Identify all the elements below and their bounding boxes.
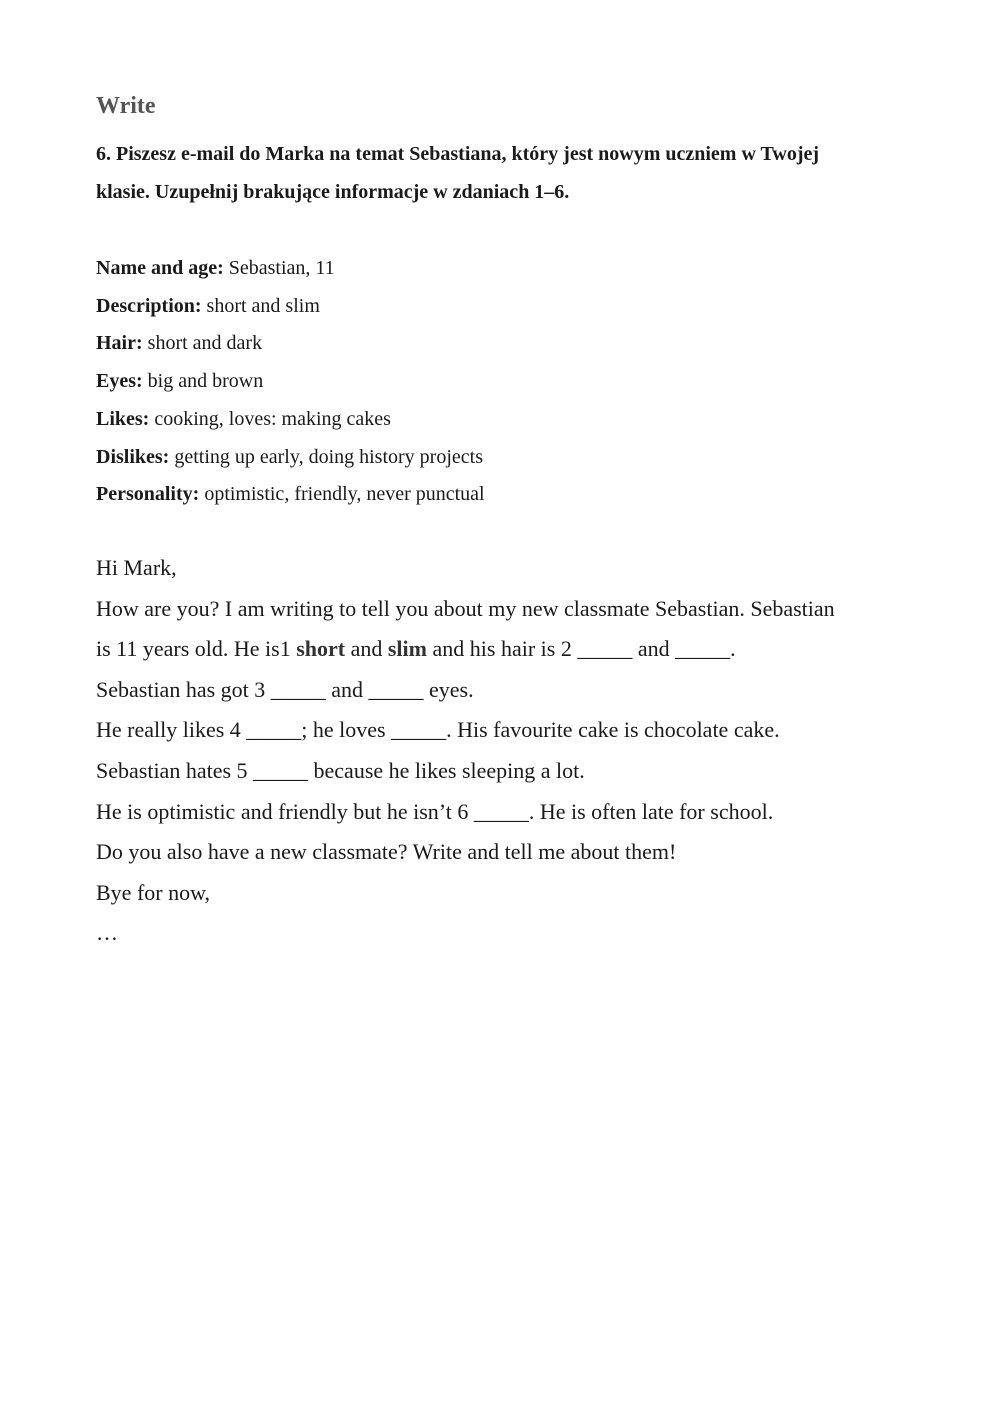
email-line-3: Sebastian has got 3 _____ and _____ eyes. <box>96 676 474 702</box>
fact-personality <box>96 476 485 514</box>
fact-eyes <box>96 363 485 401</box>
email-line-2 <box>96 629 835 670</box>
email-greeting: Hi Mark, <box>96 555 177 580</box>
email-signature: … <box>96 920 118 946</box>
email-line-1: How are you? I am writing to tell you about my new classmate Sebastian. Sebastian <box>96 595 835 621</box>
fact-likes <box>96 401 485 439</box>
email-line-2-part-d: and his hair is 2 _____ and _____. <box>427 636 736 662</box>
fact-value: getting up early, doing history projects <box>169 445 483 468</box>
email-line-2-part-a: is 11 years old. He is1 <box>96 636 297 662</box>
fact-value: short and dark <box>142 332 263 355</box>
fact-dislikes <box>96 439 485 477</box>
fact-value: optimistic, friendly, never punctual <box>199 483 485 506</box>
fact-value: cooking, loves: making cakes <box>149 407 391 430</box>
fact-label: Dislikes: <box>96 445 170 468</box>
fact-value: short and slim <box>201 294 320 317</box>
fact-label: Likes: <box>96 407 150 430</box>
fact-hair <box>96 325 485 363</box>
fact-label: Eyes: <box>96 370 143 393</box>
instruction-line-2: klasie. Uzupełnij brakujące informacje w zdaniach 1–6. <box>96 181 570 203</box>
email-line-5: Sebastian hates 5 _____ because he likes sleeping a lot. <box>96 757 585 783</box>
email-line-6: He is optimistic and friendly but he isn’t 6 _____. He is often late for school. <box>96 798 774 824</box>
fact-description <box>96 288 485 326</box>
email-text <box>96 548 835 954</box>
email-closing: Bye for now, <box>96 879 211 905</box>
email-answer-short: short <box>296 636 346 662</box>
email-answer-slim: slim <box>387 636 427 662</box>
fact-label: Description: <box>96 294 202 317</box>
instruction-line-1: 6. Piszesz e-mail do Marka na temat Sebastiana, który jest nowym uczniem w Twojej <box>96 143 820 165</box>
fact-label: Hair: <box>96 332 143 355</box>
fact-name-age <box>96 250 485 288</box>
fact-label: Personality: <box>96 483 200 506</box>
email-line-4: He really likes 4 _____; he loves _____. His favourite cake is chocolate cake. <box>96 717 780 743</box>
email-line-2-part-c: and <box>345 636 388 662</box>
fact-value: big and brown <box>142 370 264 393</box>
section-heading: Write <box>96 93 156 119</box>
email-line-7: Do you also have a new classmate? Write and tell me about them! <box>96 839 677 865</box>
fact-label: Name and age: <box>96 257 224 279</box>
fact-sheet <box>96 250 485 514</box>
task-instruction <box>96 135 896 211</box>
fact-value: Sebastian, 11 <box>223 257 335 279</box>
